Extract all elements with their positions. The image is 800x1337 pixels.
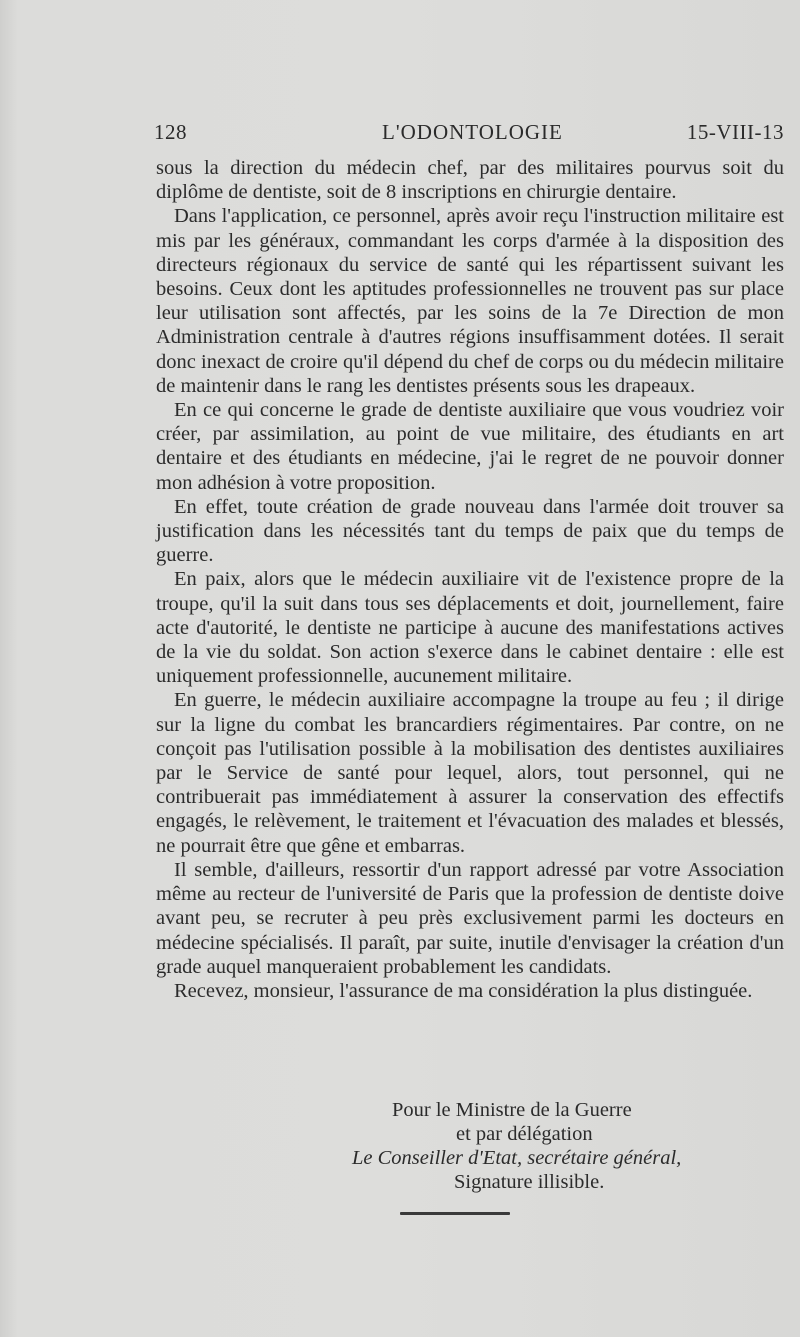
signature-line: et par délégation (456, 1123, 593, 1145)
running-header (154, 120, 784, 150)
signature-note: Signature illisible. (454, 1171, 605, 1193)
paragraph: sous la direction du médecin chef, par des militaires pourvus soit du diplôme de dentiste, soit de 8 inscriptions en chirurgie dentaire. (156, 157, 784, 204)
paragraph: En paix, alors que le médecin auxiliaire vit de l'existence propre de la troupe, qu'il la suit dans tous ses déplacements et doit, journellement, faire acte d'autorité, le dentiste ne participe à aucune des manifestations actives de la vie du soldat. Son action s'exerce dans le cabinet dentaire : elle est uniquement professionnelle, aucunement militaire. (156, 568, 784, 688)
signature-title: Le Conseiller d'Etat, secrétaire général, (352, 1147, 682, 1169)
paragraph: Recevez, monsieur, l'assurance de ma considération la plus distinguée. (174, 979, 753, 1002)
body-text (156, 156, 784, 1003)
paragraph: Dans l'application, ce personnel, après avoir reçu l'instruction militaire est mis par les généraux, commandant les corps d'armée à la disposition des directeurs régionaux du service de santé qui les répartissent suivant les besoins. Ceux dont les aptitudes professionnelles ne trouvent pas sur place leur utilisation sont affectés, par les soins de la 7e Direction de mon Administration centrale à d'autres régions insuffisamment dotées. Il serait donc inexact de croire qu'il dépend du chef de corps ou du médecin militaire de maintenir dans le rang les dentistes présents sous les drapeaux. (156, 205, 784, 397)
closing-rule (400, 1212, 510, 1215)
paragraph: Il semble, d'ailleurs, ressortir d'un rapport adressé par votre Association même au recteur de l'université de Paris que la profession de dentiste doive avant peu, se recruter à peu près exclusivement parmi les docteurs en médecine spécialisés. Il paraît, par suite, inutile d'envisager la création d'un grade auquel manqueraient probablement les candidats. (156, 858, 784, 978)
page-number: 128 (154, 120, 187, 144)
journal-title: L'ODONTOLOGIE (382, 120, 563, 144)
paragraph: En effet, toute création de grade nouveau dans l'armée doit trouver sa justification dans les nécessités tant du temps de paix que du temps de guerre. (156, 495, 784, 567)
paragraph: En ce qui concerne le grade de dentiste auxiliaire que vous voudriez voir créer, par assimilation, au point de vue militaire, des étudiants en art dentaire et des étudiants en médecine, j'ai le regret de ne pouvoir donner mon adhésion à votre proposition. (156, 399, 784, 494)
signature-line: Pour le Ministre de la Guerre (392, 1099, 632, 1121)
issue-date: 15-VIII-13 (686, 120, 784, 144)
paragraph: En guerre, le médecin auxiliaire accompagne la troupe au feu ; il dirige sur la ligne du combat les brancardiers régimentaires. Par contre, on ne conçoit pas l'utilisation possible à la mobilisation des dentistes auxiliaires par le Service de santé pour lequel, alors, tout personnel, qui ne contribuerait pas immédiatement à assurer la conservation des effectifs engagés, le relèvement, le traitement et l'évacuation des malades et blessés, ne pourrait être que gêne et embarras. (156, 689, 784, 857)
